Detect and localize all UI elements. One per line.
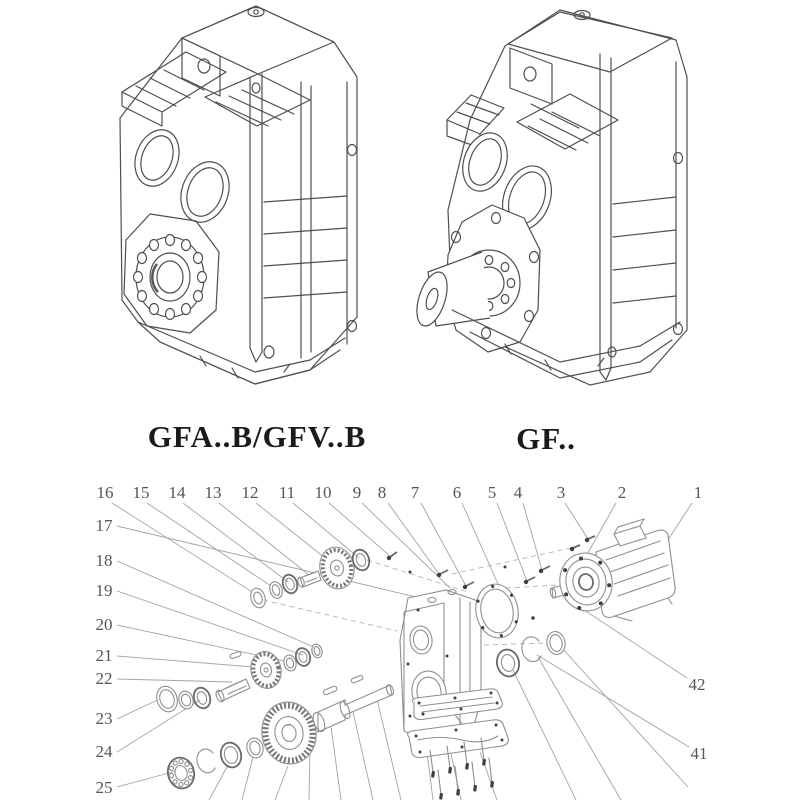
callout-19: 19 [95, 581, 113, 600]
callout-17: 17 [95, 516, 113, 535]
part-washer-second-stage [310, 643, 323, 659]
part-big-output-gear [257, 698, 321, 768]
part-seal-pinion2 [153, 684, 180, 715]
callout-5: 5 [487, 483, 497, 502]
figure-gf-drawing [411, 10, 687, 385]
part-key-second-stage [230, 651, 242, 659]
callout-22: 22 [95, 669, 113, 688]
callout-10: 10 [314, 483, 332, 502]
callout-25: 25 [95, 778, 113, 797]
callout-1: 1 [693, 483, 703, 502]
callout-9: 9 [352, 483, 362, 502]
callout-8: 8 [377, 483, 387, 502]
callout-3: 3 [556, 483, 566, 502]
callout-41: 41 [690, 744, 708, 763]
part-oil-seal-output [494, 648, 521, 679]
callout-13: 13 [204, 483, 222, 502]
callouts-left-column [96, 516, 114, 797]
callout-14: 14 [168, 483, 186, 502]
callout-42: 42 [688, 675, 706, 694]
callout-16: 16 [96, 483, 114, 502]
callout-2: 2 [617, 483, 627, 502]
callout-15: 15 [132, 483, 150, 502]
part-input-pinion-shaft [297, 571, 321, 588]
model-label-left: GFA..B/GFV..B [147, 419, 367, 454]
part-second-pinion-shaft [215, 679, 250, 703]
part-snap-ring-output [197, 749, 215, 773]
part-ring-output-left [245, 736, 266, 759]
callout-23: 23 [95, 709, 113, 728]
callout-24: 24 [95, 742, 113, 761]
part-set-screw [387, 552, 397, 560]
callout-4: 4 [513, 483, 523, 502]
part-output-keys [323, 675, 364, 696]
callout-11: 11 [278, 483, 296, 502]
part-input-gear [316, 544, 358, 592]
part-ring-pinion2 [177, 689, 196, 710]
model-label-right: GF.. [516, 421, 576, 456]
callout-7: 7 [410, 483, 420, 502]
part-bearing-input-left [280, 573, 299, 595]
callouts-top-row [97, 483, 703, 502]
part-seal-output-left [218, 740, 244, 769]
callout-6: 6 [452, 483, 462, 502]
part-bearing-pinion2 [191, 686, 213, 711]
part-gear-housing [400, 590, 481, 744]
part-end-cap [248, 586, 267, 609]
figure-gfa-gfv-drawing [120, 6, 357, 384]
callout-18: 18 [95, 551, 113, 570]
callouts-right-column [689, 675, 708, 763]
part-second-gear [247, 649, 284, 691]
part-motor [555, 519, 676, 621]
callout-12: 12 [241, 483, 259, 502]
callout-20: 20 [95, 615, 113, 634]
callout-21: 21 [95, 646, 113, 665]
exploded-parts-diagram [96, 483, 708, 800]
part-spacer-ring-output [545, 630, 567, 656]
